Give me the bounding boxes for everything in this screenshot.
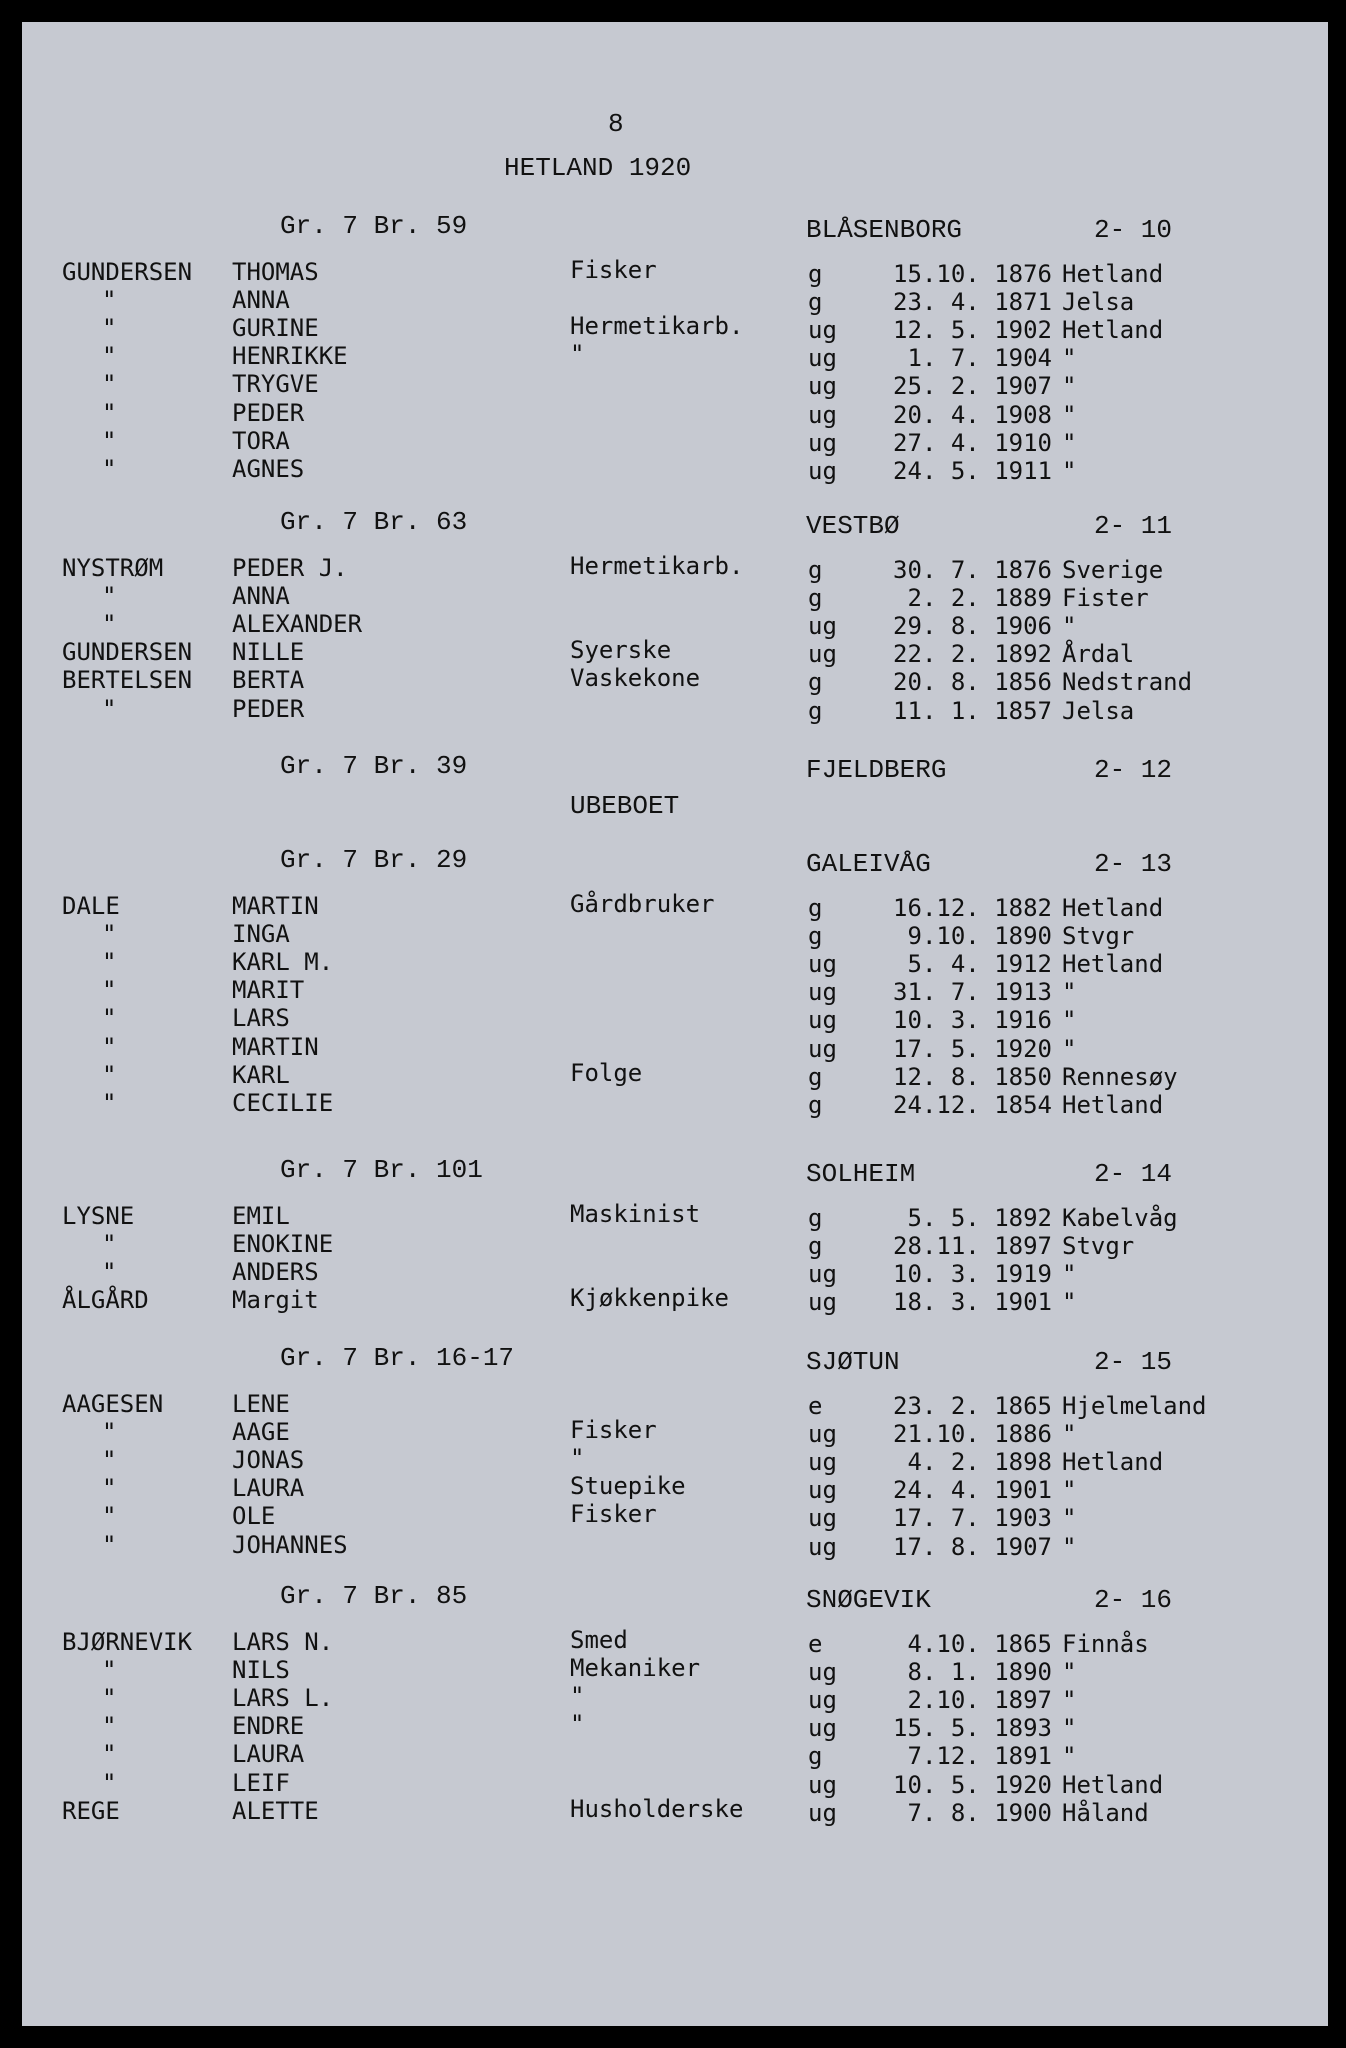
- farm-name: SJØTUN: [806, 1347, 900, 1377]
- surname: ": [102, 1768, 117, 1797]
- surname: ": [102, 454, 117, 483]
- first-name: NILLE: [232, 638, 305, 667]
- marital-status: g: [808, 696, 823, 725]
- birth-place: ": [1062, 1742, 1077, 1771]
- marital-status: ug: [808, 1714, 837, 1743]
- group-label: Gr. 7 Br. 39: [280, 751, 468, 781]
- first-name: BERTA: [232, 666, 305, 695]
- birth-date: 15. 5. 1893: [893, 1714, 1052, 1743]
- marital-status: g: [808, 556, 823, 584]
- first-name: THOMAS: [232, 258, 319, 286]
- first-name: LAURA: [232, 1474, 305, 1503]
- first-name: HENRIKKE: [232, 342, 348, 371]
- farm-name: BLÅSENBORG: [806, 215, 963, 245]
- farm-code: 2- 13: [1093, 849, 1172, 879]
- surname: ": [102, 1032, 117, 1061]
- birth-date: 17. 5. 1920: [893, 1034, 1052, 1063]
- marital-status: g: [808, 894, 823, 922]
- first-name: NILS: [232, 1656, 290, 1685]
- birth-place: Hjelmeland: [1062, 1392, 1207, 1420]
- birth-place: ": [1062, 1658, 1077, 1687]
- surname: ": [102, 694, 117, 723]
- birth-date: 2.10. 1897: [907, 1686, 1052, 1715]
- birth-place: Hetland: [1062, 1090, 1164, 1119]
- birth-place: Jelsa: [1062, 696, 1135, 725]
- surname: GUNDERSEN: [62, 258, 193, 286]
- marital-status: g: [808, 288, 823, 317]
- birth-place: Hetland: [1062, 316, 1164, 345]
- surname: BJØRNEVIK: [62, 1628, 193, 1656]
- birth-date: 7. 8. 1900: [907, 1798, 1052, 1827]
- surname: ": [102, 1088, 117, 1117]
- first-name: AGNES: [232, 454, 305, 483]
- first-name: ALEXANDER: [232, 610, 363, 639]
- first-name: TRYGVE: [232, 370, 319, 399]
- occupation: Husholderske: [570, 1794, 744, 1823]
- occupation: Kjøkkenpike: [570, 1284, 729, 1313]
- birth-date: 20. 4. 1908: [893, 400, 1052, 429]
- group-label: Gr. 7 Br. 63: [280, 507, 468, 537]
- birth-date: 11. 1. 1857: [893, 696, 1052, 725]
- first-name: JONAS: [232, 1446, 305, 1475]
- marital-status: ug: [808, 1448, 837, 1477]
- birth-date: 23. 4. 1871: [893, 288, 1052, 317]
- surname: ": [102, 1740, 117, 1769]
- birth-place: ": [1062, 344, 1077, 373]
- group-label: Gr. 7 Br. 16-17: [280, 1343, 515, 1373]
- surname: ": [102, 342, 117, 371]
- birth-place: ": [1062, 1532, 1077, 1561]
- marital-status: g: [808, 922, 823, 951]
- surname: ": [102, 610, 117, 639]
- birth-date: 4.10. 1865: [907, 1630, 1052, 1658]
- birth-place: Jelsa: [1062, 288, 1135, 317]
- first-name: ANNA: [232, 286, 290, 315]
- first-name: PEDER: [232, 398, 305, 427]
- marital-status: ug: [808, 372, 837, 401]
- first-name: LARS: [232, 1004, 290, 1033]
- occupation: Vaskekone: [570, 664, 701, 693]
- page-title: HETLAND 1920: [504, 153, 692, 183]
- first-name: ANNA: [232, 582, 290, 611]
- surname: ": [102, 1446, 117, 1475]
- birth-date: 23. 2. 1865: [893, 1392, 1052, 1420]
- marital-status: ug: [808, 1288, 837, 1317]
- surname: REGE: [62, 1796, 120, 1825]
- surname: ": [102, 1656, 117, 1685]
- farm-name: FJELDBERG: [806, 755, 947, 785]
- first-name: LENE: [232, 1390, 290, 1418]
- marital-status: g: [808, 1090, 823, 1119]
- birth-date: 7.12. 1891: [907, 1742, 1052, 1771]
- farm-name: SNØGEVIK: [806, 1585, 931, 1615]
- birth-date: 29. 8. 1906: [893, 612, 1052, 641]
- birth-date: 10. 3. 1916: [893, 1006, 1052, 1035]
- surname: NYSTRØM: [62, 554, 164, 582]
- birth-date: 8. 1. 1890: [907, 1658, 1052, 1687]
- farm-name: VESTBØ: [806, 511, 900, 541]
- first-name: ENDRE: [232, 1712, 305, 1741]
- birth-date: 22. 2. 1892: [893, 640, 1052, 669]
- surname: ": [102, 1060, 117, 1089]
- first-name: Margit: [232, 1286, 319, 1315]
- first-name: LEIF: [232, 1768, 290, 1797]
- occupation: Fisker: [570, 1500, 657, 1529]
- marital-status: ug: [808, 612, 837, 641]
- farm-code: 2- 12: [1093, 755, 1172, 785]
- marital-status: ug: [808, 640, 837, 669]
- marital-status: ug: [808, 1770, 837, 1799]
- surname: ": [102, 920, 117, 949]
- birth-date: 16.12. 1882: [893, 894, 1052, 922]
- birth-date: 27. 4. 1910: [893, 428, 1052, 457]
- birth-place: Stvgr: [1062, 1232, 1135, 1261]
- surname: AAGESEN: [62, 1390, 164, 1418]
- marital-status: g: [808, 1204, 823, 1232]
- document-page: [22, 22, 1328, 2026]
- birth-place: ": [1062, 1476, 1077, 1505]
- page-number: 8: [608, 109, 624, 139]
- surname: BERTELSEN: [62, 666, 193, 695]
- birth-date: 21.10. 1886: [893, 1420, 1052, 1449]
- farm-code: 2- 10: [1093, 215, 1172, 245]
- farm-code: 2- 15: [1093, 1347, 1172, 1377]
- first-name: MARIT: [232, 976, 305, 1005]
- marital-status: g: [808, 584, 823, 613]
- surname: ": [102, 1502, 117, 1531]
- first-name: EMIL: [232, 1202, 290, 1230]
- birth-date: 4. 2. 1898: [907, 1448, 1052, 1477]
- birth-place: ": [1062, 372, 1077, 401]
- marital-status: ug: [808, 1260, 837, 1289]
- occupation: Smed: [570, 1626, 628, 1654]
- marital-status: e: [808, 1392, 823, 1420]
- birth-date: 28.11. 1897: [893, 1232, 1052, 1261]
- vacancy-note: UBEBOET: [570, 791, 680, 821]
- first-name: MARTIN: [232, 892, 319, 920]
- first-name: KARL M.: [232, 948, 334, 977]
- farm-code: 2- 16: [1093, 1585, 1172, 1615]
- marital-status: ug: [808, 1504, 837, 1533]
- birth-place: Hetland: [1062, 260, 1164, 288]
- birth-date: 15.10. 1876: [893, 260, 1052, 288]
- farm-code: 2- 14: [1093, 1159, 1172, 1189]
- farm-name: SOLHEIM: [806, 1159, 916, 1189]
- birth-date: 24. 5. 1911: [893, 456, 1052, 485]
- surname: ": [102, 1684, 117, 1713]
- birth-place: ": [1062, 1420, 1077, 1449]
- first-name: AAGE: [232, 1418, 290, 1447]
- birth-date: 17. 8. 1907: [893, 1532, 1052, 1561]
- birth-place: ": [1062, 1714, 1077, 1743]
- birth-place: ": [1062, 1034, 1077, 1063]
- birth-place: Fister: [1062, 584, 1149, 613]
- marital-status: ug: [808, 400, 837, 429]
- marital-status: ug: [808, 1006, 837, 1035]
- birth-place: Hetland: [1062, 950, 1164, 979]
- marital-status: ug: [808, 1798, 837, 1827]
- group-label: Gr. 7 Br. 59: [280, 211, 468, 241]
- occupation: Stuepike: [570, 1472, 686, 1501]
- first-name: GURINE: [232, 314, 319, 343]
- marital-status: ug: [808, 1420, 837, 1449]
- birth-place: Hetland: [1062, 1770, 1164, 1799]
- birth-place: ": [1062, 400, 1077, 429]
- birth-place: ": [1062, 1006, 1077, 1035]
- surname: ": [102, 370, 117, 399]
- occupation: Hermetikarb.: [570, 312, 744, 341]
- birth-date: 25. 2. 1907: [893, 372, 1052, 401]
- birth-date: 1. 7. 1904: [907, 344, 1052, 373]
- birth-date: 5. 5. 1892: [907, 1204, 1052, 1232]
- group-label: Gr. 7 Br. 29: [280, 845, 468, 875]
- farm-name: GALEIVÅG: [806, 849, 931, 879]
- first-name: CECILIE: [232, 1088, 334, 1117]
- surname: DALE: [62, 892, 120, 920]
- occupation: ": [570, 340, 585, 369]
- surname: ": [102, 1230, 117, 1259]
- occupation: ": [570, 1682, 585, 1711]
- surname: ": [102, 948, 117, 977]
- group-label: Gr. 7 Br. 85: [280, 1581, 468, 1611]
- surname: GUNDERSEN: [62, 638, 193, 667]
- marital-status: ug: [808, 1658, 837, 1687]
- birth-place: Hetland: [1062, 1448, 1164, 1477]
- birth-date: 9.10. 1890: [907, 922, 1052, 951]
- birth-place: Årdal: [1062, 640, 1135, 669]
- marital-status: g: [808, 1232, 823, 1261]
- marital-status: ug: [808, 344, 837, 373]
- birth-place: Kabelvåg: [1062, 1204, 1178, 1232]
- birth-date: 2. 2. 1889: [907, 584, 1052, 613]
- marital-status: ug: [808, 456, 837, 485]
- marital-status: ug: [808, 1034, 837, 1063]
- marital-status: ug: [808, 316, 837, 345]
- surname: LYSNE: [62, 1202, 135, 1230]
- birth-date: 31. 7. 1913: [893, 978, 1052, 1007]
- birth-date: 24. 4. 1901: [893, 1476, 1052, 1505]
- surname: ÅLGÅRD: [62, 1286, 149, 1315]
- first-name: MARTIN: [232, 1032, 319, 1061]
- farm-code: 2- 11: [1093, 511, 1172, 541]
- birth-place: ": [1062, 978, 1077, 1007]
- occupation: Hermetikarb.: [570, 552, 744, 580]
- first-name: LARS N.: [232, 1628, 334, 1656]
- first-name: PEDER J.: [232, 554, 348, 582]
- birth-date: 30. 7. 1876: [893, 556, 1052, 584]
- occupation: Fisker: [570, 256, 657, 284]
- first-name: ALETTE: [232, 1796, 319, 1825]
- first-name: ENOKINE: [232, 1230, 334, 1259]
- birth-place: ": [1062, 456, 1077, 485]
- occupation: Fisker: [570, 1416, 657, 1445]
- birth-date: 20. 8. 1856: [893, 668, 1052, 697]
- first-name: LARS L.: [232, 1684, 334, 1713]
- birth-date: 5. 4. 1912: [907, 950, 1052, 979]
- birth-place: ": [1062, 612, 1077, 641]
- surname: ": [102, 398, 117, 427]
- occupation: ": [570, 1444, 585, 1473]
- marital-status: g: [808, 1062, 823, 1091]
- surname: ": [102, 582, 117, 611]
- birth-date: 10. 5. 1920: [893, 1770, 1052, 1799]
- birth-date: 12. 5. 1902: [893, 316, 1052, 345]
- marital-status: ug: [808, 950, 837, 979]
- first-name: JOHANNES: [232, 1530, 348, 1559]
- birth-date: 24.12. 1854: [893, 1090, 1052, 1119]
- marital-status: e: [808, 1630, 823, 1658]
- occupation: ": [570, 1710, 585, 1739]
- first-name: ANDERS: [232, 1258, 319, 1287]
- occupation: Gårdbruker: [570, 890, 715, 918]
- surname: ": [102, 1712, 117, 1741]
- birth-place: ": [1062, 1260, 1077, 1289]
- birth-place: ": [1062, 1504, 1077, 1533]
- occupation: Maskinist: [570, 1200, 701, 1228]
- first-name: INGA: [232, 920, 290, 949]
- birth-place: Håland: [1062, 1798, 1149, 1827]
- birth-place: Stvgr: [1062, 922, 1135, 951]
- surname: ": [102, 1474, 117, 1503]
- first-name: LAURA: [232, 1740, 305, 1769]
- marital-status: ug: [808, 428, 837, 457]
- marital-status: ug: [808, 1686, 837, 1715]
- occupation: Syerske: [570, 636, 672, 665]
- marital-status: ug: [808, 1476, 837, 1505]
- birth-place: ": [1062, 1686, 1077, 1715]
- surname: ": [102, 426, 117, 455]
- marital-status: ug: [808, 978, 837, 1007]
- birth-place: Nedstrand: [1062, 668, 1193, 697]
- first-name: PEDER: [232, 694, 305, 723]
- surname: ": [102, 1530, 117, 1559]
- surname: ": [102, 1004, 117, 1033]
- surname: ": [102, 1258, 117, 1287]
- birth-date: 10. 3. 1919: [893, 1260, 1052, 1289]
- surname: ": [102, 314, 117, 343]
- birth-place: Hetland: [1062, 894, 1164, 922]
- first-name: TORA: [232, 426, 290, 455]
- first-name: OLE: [232, 1502, 276, 1531]
- marital-status: g: [808, 1742, 823, 1771]
- birth-date: 17. 7. 1903: [893, 1504, 1052, 1533]
- birth-place: ": [1062, 428, 1077, 457]
- marital-status: g: [808, 260, 823, 288]
- occupation: Mekaniker: [570, 1654, 701, 1683]
- occupation: Folge: [570, 1058, 643, 1087]
- birth-date: 18. 3. 1901: [893, 1288, 1052, 1317]
- birth-place: Rennesøy: [1062, 1062, 1178, 1091]
- birth-date: 12. 8. 1850: [893, 1062, 1052, 1091]
- birth-place: Sverige: [1062, 556, 1164, 584]
- first-name: KARL: [232, 1060, 290, 1089]
- birth-place: Finnås: [1062, 1630, 1149, 1658]
- surname: ": [102, 286, 117, 315]
- marital-status: ug: [808, 1532, 837, 1561]
- surname: ": [102, 976, 117, 1005]
- birth-place: ": [1062, 1288, 1077, 1317]
- group-label: Gr. 7 Br. 101: [280, 1155, 483, 1185]
- surname: ": [102, 1418, 117, 1447]
- marital-status: g: [808, 668, 823, 697]
